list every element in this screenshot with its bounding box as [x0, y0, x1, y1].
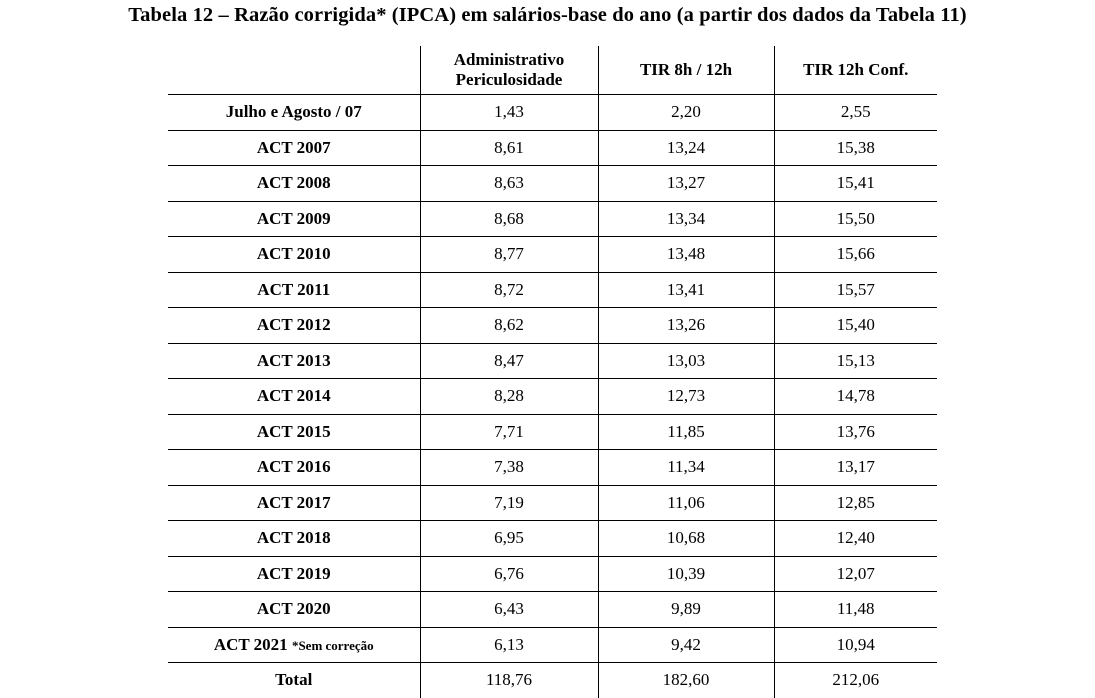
table-row — [168, 308, 937, 344]
row-label — [168, 308, 420, 344]
table-cell: 15,13 — [774, 343, 937, 379]
table-cell: 15,38 — [774, 130, 937, 166]
table-row — [168, 414, 937, 450]
row-label — [168, 379, 420, 415]
table-cell: 6,43 — [420, 592, 598, 628]
row-label-text: ACT 2018 — [256, 528, 331, 548]
table-cell: 11,06 — [598, 485, 774, 521]
table-cell: 13,48 — [598, 237, 774, 273]
table-cell: 10,68 — [598, 521, 774, 557]
table-cell: 12,07 — [774, 556, 937, 592]
table-row — [168, 450, 937, 486]
row-label-text: ACT 2016 — [256, 457, 331, 477]
data-table — [168, 46, 937, 698]
table-cell: 8,63 — [420, 166, 598, 202]
table-cell: 14,78 — [774, 379, 937, 415]
row-label-text: ACT 2010 — [256, 244, 331, 264]
table-cell: 15,40 — [774, 308, 937, 344]
table-row — [168, 592, 937, 628]
table-cell: 15,41 — [774, 166, 937, 202]
row-label-text: ACT 2020 — [256, 599, 331, 619]
header-tir-12h-conf — [774, 46, 937, 95]
table-cell: 10,94 — [774, 627, 937, 663]
table-cell: 2,55 — [774, 95, 937, 131]
row-label-text: ACT 2008 — [256, 173, 331, 193]
table-cell: 13,24 — [598, 130, 774, 166]
table-title: Tabela 12 – Razão corrigida* (IPCA) em salários-base do ano (a partir dos dados da Tabela 11) — [128, 4, 967, 26]
row-label-text: ACT 2014 — [256, 386, 331, 406]
table-row — [168, 663, 937, 698]
table-cell: 15,57 — [774, 272, 937, 308]
table-cell: 182,60 — [598, 663, 774, 698]
row-label — [168, 130, 420, 166]
table-cell: 13,26 — [598, 308, 774, 344]
row-label — [168, 95, 420, 131]
row-label-text: ACT 2017 — [256, 492, 331, 512]
table-cell: 13,34 — [598, 201, 774, 237]
table-cell: 9,89 — [598, 592, 774, 628]
table-cell: 8,68 — [420, 201, 598, 237]
table-cell: 212,06 — [774, 663, 937, 698]
header-line: TIR 8h / 12h — [639, 60, 733, 79]
table-row — [168, 166, 937, 202]
header-line: Administrativo — [453, 50, 565, 69]
table-cell: 118,76 — [420, 663, 598, 698]
row-label-text: ACT 2009 — [256, 208, 331, 228]
row-label — [168, 485, 420, 521]
table-cell: 11,34 — [598, 450, 774, 486]
table-row — [168, 130, 937, 166]
table-cell: 8,61 — [420, 130, 598, 166]
header-administrativo — [420, 46, 598, 95]
table-row — [168, 627, 937, 663]
table-cell: 9,42 — [598, 627, 774, 663]
table-cell: 12,85 — [774, 485, 937, 521]
row-label-text: ACT 2019 — [256, 563, 331, 583]
row-label-text: ACT 2011 — [257, 279, 331, 299]
header-corner — [168, 46, 420, 95]
table-cell: 7,38 — [420, 450, 598, 486]
table-body — [168, 95, 937, 698]
row-label — [168, 556, 420, 592]
row-label-text: ACT 2015 — [256, 421, 331, 441]
table-cell: 6,13 — [420, 627, 598, 663]
row-label — [168, 592, 420, 628]
table-cell: 12,73 — [598, 379, 774, 415]
row-label — [168, 272, 420, 308]
table-cell: 8,47 — [420, 343, 598, 379]
table-row — [168, 379, 937, 415]
row-label — [168, 414, 420, 450]
table-row — [168, 485, 937, 521]
table-row — [168, 272, 937, 308]
row-label — [168, 343, 420, 379]
table-cell: 8,28 — [420, 379, 598, 415]
row-label-text: Total — [275, 670, 313, 690]
header-row — [168, 46, 937, 95]
table-cell: 15,50 — [774, 201, 937, 237]
row-label — [168, 166, 420, 202]
table-row — [168, 556, 937, 592]
header-tir-8h-12h — [598, 46, 774, 95]
row-label — [168, 450, 420, 486]
table-cell: 11,48 — [774, 592, 937, 628]
table-cell: 8,62 — [420, 308, 598, 344]
table-cell: 1,43 — [420, 95, 598, 131]
table-cell: 10,39 — [598, 556, 774, 592]
table-cell: 7,19 — [420, 485, 598, 521]
header-line: TIR 12h Conf. — [803, 60, 909, 79]
row-label — [168, 237, 420, 273]
table-cell: 6,95 — [420, 521, 598, 557]
row-label — [168, 521, 420, 557]
table-row — [168, 521, 937, 557]
table-cell: 2,20 — [598, 95, 774, 131]
table-cell: 15,66 — [774, 237, 937, 273]
row-label-text: ACT 2021 — [213, 634, 288, 654]
table-cell: 12,40 — [774, 521, 937, 557]
table-cell: 13,27 — [598, 166, 774, 202]
row-label-text: ACT 2012 — [256, 315, 331, 335]
row-label-text: ACT 2007 — [256, 137, 331, 157]
header-line: Periculosidade — [455, 70, 563, 89]
table-cell: 13,17 — [774, 450, 937, 486]
table-cell: 13,03 — [598, 343, 774, 379]
row-label — [168, 627, 420, 663]
row-label — [168, 663, 420, 698]
table-row — [168, 95, 937, 131]
table-row — [168, 201, 937, 237]
table-cell: 7,71 — [420, 414, 598, 450]
table-cell: 8,77 — [420, 237, 598, 273]
row-note: *Sem correção — [291, 637, 374, 653]
table-row — [168, 237, 937, 273]
row-label-text: Julho e Agosto / 07 — [225, 102, 362, 122]
table-cell: 13,41 — [598, 272, 774, 308]
table-cell: 11,85 — [598, 414, 774, 450]
table-cell: 8,72 — [420, 272, 598, 308]
row-label — [168, 201, 420, 237]
table-cell: 6,76 — [420, 556, 598, 592]
table-row — [168, 343, 937, 379]
row-label-text: ACT 2013 — [256, 350, 331, 370]
table-cell: 13,76 — [774, 414, 937, 450]
